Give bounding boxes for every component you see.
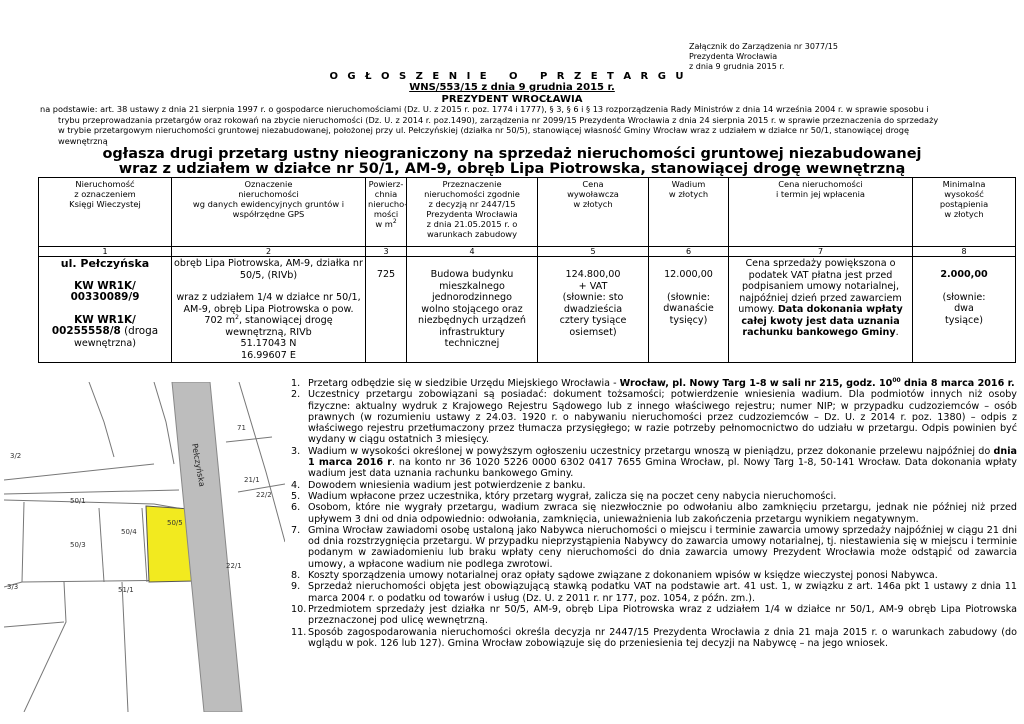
text-line-content: z oznaczeniem xyxy=(74,189,136,199)
text-line-content: nieruchomości zgodnie xyxy=(424,189,520,199)
list-item xyxy=(291,480,1017,491)
text-line xyxy=(409,219,535,229)
text-line-content: infrastruktury xyxy=(439,326,505,338)
item-number: 2. xyxy=(291,389,301,401)
text-line xyxy=(540,179,646,189)
text-line-content: Oznaczenie xyxy=(244,179,293,189)
text-line-content: mości xyxy=(373,209,399,219)
text-line xyxy=(174,179,363,189)
text-line-content: Prezydenta Wrocławia xyxy=(426,209,518,219)
attachment-line-1: Załącznik do Zarządzenia nr 3077/15 xyxy=(689,42,838,51)
plot-label: 22/1 xyxy=(226,562,242,570)
text-line xyxy=(409,281,535,293)
item-text xyxy=(308,378,1017,389)
text-line xyxy=(409,189,535,199)
text-line xyxy=(368,179,404,189)
header-min-increment xyxy=(913,178,1016,247)
item-text xyxy=(308,446,1017,480)
text-line xyxy=(368,199,408,209)
text-line xyxy=(540,199,646,209)
header-deposit xyxy=(649,178,729,247)
payment-line xyxy=(731,304,910,316)
list-item xyxy=(291,570,1017,581)
legal-basis-line-3: w trybie przetargowym nieruchomości gruntowej niezabudowanej, położonej przy ul. Pełczyńskiej (działka nr 50/5), stanowiącej własność Gminy Wrocław wraz z udziałem w działce nr 50/1, stanowiącej drogę xyxy=(58,125,910,135)
text-line xyxy=(409,179,535,189)
street-label: Pełczyńska xyxy=(190,442,207,488)
text-line-content: Cena sprzedaży powiększona o xyxy=(745,258,896,269)
list-item xyxy=(291,491,1017,502)
text-line-content: technicznej xyxy=(444,338,500,349)
price-words: osiemset) xyxy=(569,326,617,338)
col-num: 8 xyxy=(913,247,1016,257)
text-lines xyxy=(41,179,169,209)
price-words: dwadzieścia xyxy=(563,303,623,315)
text-line xyxy=(41,199,169,209)
deposit-words: tysięcy) xyxy=(669,314,708,326)
attachment-line-3: z dnia 9 grudnia 2015 r. xyxy=(689,62,785,71)
text-line-content: w m xyxy=(375,219,393,229)
issuer: PREZYDENT WROCŁAWIA xyxy=(441,94,583,105)
text-lines xyxy=(540,179,646,209)
item-text: Sposób zagospodarowania nieruchomości określa decyzja nr 2447/15 Prezydenta Wrocławia z dnia 21 maja 2015 r. o warunkach zabudowy (do wglądu w pok. 126 lub 127). Gmina Wrocław zobowiązuje się do przeniesienia tej decyzji na Nabywcę – na jego wniosek. xyxy=(308,626,1017,649)
col-num: 5 xyxy=(538,247,649,257)
text-line-content: Powierz- xyxy=(368,179,404,189)
item-text-sup: 00 xyxy=(892,376,901,384)
plot-map xyxy=(4,382,285,712)
text-line-content: Cena xyxy=(582,179,604,189)
list-item xyxy=(291,389,1017,445)
item-text: Uczestnicy przetargu zobowiązani są posiadać: dokument tożsamości; potwierdzenie wniesienia wadium. Dla podmiotów innych niż osoby fizyczne: aktualny wydruk z Krajowego Rejestru Sądowego lub z innego właściwego rejestru; numer NIP; w przypadku cudzoziemców – osób prawnych (w rozumieniu ustawy z 24.03. 1920 r. o nabywaniu nieruchomości przez cudzoziemców – Dz. U. z 2014 r. poz. 1380) – odpis z właściwego rejestru przetłumaczony przez tłumacza przysięgłego; w razie potrzeby pełnomocnictwo do udziału w przetargu. Odpis powinien być wydany w ciągu ostatnich 3 miesięcy. xyxy=(308,389,1017,446)
text-line-content: Budowa budynku xyxy=(430,269,514,280)
legal-basis xyxy=(40,104,1015,146)
plot-label: 71 xyxy=(237,424,246,432)
text-line-content: podpisaniem umowy notarialnej, xyxy=(741,281,900,292)
text-line-content: najpóźniej dzień przed zawarciem xyxy=(739,292,902,304)
item-number: 7. xyxy=(291,524,301,536)
road-area-unit-sup: 2 xyxy=(235,313,239,321)
list-item xyxy=(291,604,1017,627)
item-number: 9. xyxy=(291,581,301,593)
text-line xyxy=(41,189,169,199)
text-line xyxy=(409,327,535,339)
item-number: 3. xyxy=(291,445,301,457)
item-number: 5. xyxy=(291,490,301,502)
text-lines xyxy=(651,179,726,199)
item-number: 6. xyxy=(291,502,301,514)
road-desc: , stanowiącej drogę xyxy=(238,315,333,326)
text-line xyxy=(368,219,404,229)
text-line xyxy=(651,189,726,199)
land-register-2 xyxy=(41,326,169,338)
text-line xyxy=(409,209,535,219)
cell-area xyxy=(366,257,407,363)
text-line-content: wolno stojącego oraz xyxy=(421,303,523,315)
item-text: Gmina Wrocław zawiadomi osobę ustaloną jako Nabywca nieruchomości o miejscu i terminie zawarcia umowy sprzedaży najpóźniej w ciągu 21 dni od dnia rozstrzygnięcia przetargu. W przypadku nieprzystąpienia Nabywcy do zawarcia umowy notarialnej, tj. niestawienia się w miejscu i terminie podanym w zawiadomieniu lub braku wpłaty ceny nieruchomości do dnia zawarcia umowy Prezydent Wrocławia może odstąpić od zawarcia umowy, a wpłacone wadium nie podlega zwrotowi. xyxy=(308,524,1017,570)
plot-label: 50/4 xyxy=(121,528,137,536)
payment-bold: rachunku bankowego Gminy xyxy=(742,327,896,338)
text-line xyxy=(174,209,363,219)
text-line xyxy=(731,293,910,305)
text-line-content: Przeznaczenie xyxy=(442,179,502,189)
item-text: Przedmiotem sprzedaży jest działka nr 50/5, AM-9, obręb Lipa Piotrowska wraz z udziałem 1/4 w działce nr 50/1, AM-9 obręb Lipa Piotrowska przeznaczonej pod ulicę wewnętrzną. xyxy=(308,603,1017,627)
text-line-content: współrzędne GPS xyxy=(232,209,305,219)
header-starting-price xyxy=(538,178,649,247)
text-line xyxy=(731,316,910,328)
header-property xyxy=(39,178,172,247)
col-num: 2 xyxy=(172,247,366,257)
text-line xyxy=(731,258,910,270)
text-line xyxy=(409,199,535,209)
text-line-content: z dnia 21.05.2015 r. o xyxy=(426,219,518,229)
designation-line: obręb Lipa Piotrowska, AM-9, działka nr xyxy=(174,258,363,269)
text-lines xyxy=(731,316,910,328)
designation-line: wraz z udziałem 1/4 w działce nr 50/1, xyxy=(176,292,361,303)
text-line xyxy=(731,189,910,199)
text-line-content: i termin jej wpłacenia xyxy=(775,189,865,199)
text-line xyxy=(915,179,1013,189)
text-line xyxy=(915,209,1013,219)
text-lines xyxy=(409,269,535,350)
payment-text: . xyxy=(895,327,899,338)
cell-property xyxy=(39,257,172,363)
col-num: 7 xyxy=(729,247,913,257)
deposit-words: (słownie: xyxy=(666,291,711,303)
plot-label: 22/2 xyxy=(256,491,272,499)
text-lines xyxy=(915,179,1013,219)
plot-label: 50/1 xyxy=(70,497,86,505)
text-line-content: postąpienia xyxy=(939,199,989,209)
text-line xyxy=(915,189,1013,199)
plot-label: 50/3 xyxy=(70,541,86,549)
text-line-content: wysokość xyxy=(944,189,984,199)
text-line xyxy=(409,292,535,304)
deposit-words: dwanaście xyxy=(663,303,714,314)
land-register-2c: (droga xyxy=(120,325,159,337)
cell-purpose xyxy=(407,257,538,363)
list-item xyxy=(291,581,1017,604)
street-name: ul. Pełczyńska xyxy=(60,257,150,270)
payment-bold: Data dokonania wpłaty xyxy=(777,304,903,315)
text-line-content: Nieruchomość xyxy=(75,179,135,189)
item-number: 11. xyxy=(291,626,307,638)
item-text-part: Wadium w wysokości określonej w powyższym ogłoszeniu uczestnicy przetargu wnoszą w pieniądzu, przez dokonanie przelewu najpóźniej do xyxy=(308,445,994,457)
text-lines xyxy=(409,179,535,239)
text-lines xyxy=(174,179,363,219)
designation-line: wewnętrzną, RIVb xyxy=(225,326,312,338)
increment-value: 2.000,00 xyxy=(940,269,988,280)
text-lines xyxy=(368,179,408,229)
text-line-content: w złotych xyxy=(573,199,613,209)
payment-line xyxy=(731,327,910,339)
text-line-content: niezbędnych urządzeń xyxy=(418,315,526,326)
text-line xyxy=(409,315,535,327)
item-text: Wadium wpłacone przez uczestnika, który przetarg wygrał, zalicza się na poczet ceny nabycia nieruchomości. xyxy=(308,490,837,502)
payment-text: umowy. xyxy=(738,304,778,315)
increment-words: (słownie: xyxy=(942,291,986,303)
plot-label: 3/3 xyxy=(7,583,19,591)
item-text-bold: dnia 8 marca 2016 r. xyxy=(900,378,1015,389)
text-lines xyxy=(731,179,910,199)
text-line xyxy=(174,199,363,209)
text-line-content: Cena nieruchomości xyxy=(778,179,863,189)
plot-label: 21/1 xyxy=(244,476,260,484)
designation-line xyxy=(174,315,363,327)
land-register-2b: 00255558/8 xyxy=(51,325,121,337)
property-table xyxy=(38,177,1016,363)
text-line xyxy=(731,281,910,293)
text-line-content: Wadium xyxy=(671,179,706,189)
road-area: 702 m xyxy=(204,315,236,326)
legal-basis-line-4: wewnętrzną xyxy=(58,135,108,146)
text-line xyxy=(915,199,1013,209)
col-num: 3 xyxy=(366,247,407,257)
text-line xyxy=(368,209,404,219)
deposit-value: 12.000,00 xyxy=(664,269,713,280)
legal-basis-line-1: na podstawie: art. 38 ustawy z dnia 21 sierpnia 1997 r. o gospodarce nieruchomościami (Dz. U. z 2015 r. poz. 1774 i 1777), § 3, § 6 i § 13 rozporządzenia Rady Ministrów z dnia 14 września 2004 r. w sprawie sposobu i xyxy=(40,104,929,114)
text-line-content: Minimalna xyxy=(942,179,986,189)
col-num: 6 xyxy=(649,247,729,257)
header-payment-terms xyxy=(729,178,913,247)
item-text-part: . na konto nr 36 1020 5226 0000 6302 0417 7655 Gmina Wrocław, pl. Nowy Targ 1-8, 50-141 Wrocław. Data dokonania wpłaty wadium jest data uznania rachunku bankowego Gminy. xyxy=(308,457,1017,480)
price-value: 124.800,00 xyxy=(565,269,621,280)
text-line-content: nierucho- xyxy=(368,199,408,209)
document-title: O G Ł O S Z E N I E O P R Z E T A R G U xyxy=(329,71,687,82)
col-num: 1 xyxy=(39,247,172,257)
cell-designation xyxy=(172,257,366,363)
text-line-content: wg danych ewidencyjnych gruntów i xyxy=(192,199,345,209)
text-line-content: mieszkalnego xyxy=(439,280,505,292)
attachment-line-2: Prezydenta Wrocławia xyxy=(689,52,778,61)
text-line xyxy=(409,304,535,316)
price-words: cztery tysiące xyxy=(559,315,627,326)
text-line xyxy=(174,189,363,199)
item-text: Sprzedaż nieruchomości objęta jest obowiązującą stawką podatku VAT na podstawie art. 41 ust. 1, w związku z art. 146a pkt 1 ustawy z dnia 11 marca 2004 r. o podatku od towarów i usług (Dz. U. z 2011 r. nr 177, poz. 1054, z późn. zm.). xyxy=(308,581,1017,604)
table-header-row xyxy=(39,178,1016,247)
land-register-2a: KW WR1K/ xyxy=(74,313,136,326)
text-line xyxy=(409,229,535,239)
text-line xyxy=(409,338,535,350)
text-line xyxy=(409,269,535,281)
item-text: Dowodem wniesienia wadium jest potwierdzenie z banku. xyxy=(308,479,586,491)
item-text: Koszty sporządzenia umowy notarialnej oraz opłaty sądowe związane z dokonaniem wpisów w księdze wieczystej ponosi Nabywca. xyxy=(308,570,938,582)
land-register-2d: wewnętrzna) xyxy=(73,337,137,349)
designation-line: AM-9, obręb Lipa Piotrowska o pow. xyxy=(183,303,354,315)
increment-words: tysiące) xyxy=(945,314,983,326)
text-line-content: jednorodzinnego xyxy=(431,292,513,303)
text-line-content: podatek VAT płatna jest przed xyxy=(748,269,893,281)
document-number: WNS/553/15 z dnia 9 grudnia 2015 r. xyxy=(409,82,615,93)
list-item xyxy=(291,378,1017,389)
header-designation xyxy=(172,178,366,247)
cell-min-increment xyxy=(913,257,1016,363)
price-vat: + VAT xyxy=(578,280,608,292)
area-value: 725 xyxy=(376,269,396,280)
column-number-row xyxy=(39,247,1016,257)
item-text-part: Przetarg odbędzie się w siedzibie Urzędu Miejskiego Wrocławia - xyxy=(308,378,620,389)
text-line-content: warunkach zabudowy xyxy=(426,229,517,239)
announcement-heading-1: ogłasza drugi przetarg ustny nieograniczony na sprzedaż nieruchomości gruntowej niezabudowanej xyxy=(102,146,922,162)
text-line xyxy=(731,179,910,189)
gps-latitude: 51.17043 N xyxy=(240,338,297,349)
unit-superscript: 2 xyxy=(392,218,397,226)
cell-deposit xyxy=(649,257,729,363)
text-line-content: w złotych xyxy=(944,209,984,219)
increment-words: dwa xyxy=(954,303,974,314)
designation-line: 50/5, (RIVb) xyxy=(239,269,298,281)
attachment-note xyxy=(689,42,989,72)
item-text-bold: Wrocław, pl. Nowy Targ 1-8 w sali nr 215, godz. 10 xyxy=(619,378,893,389)
price-words: (słownie: sto xyxy=(562,292,624,303)
text-line xyxy=(41,179,169,189)
item-text: Osobom, które nie wygrały przetargu, wadium zwraca się niezwłocznie po odwołaniu albo zamknięciu przetargu, jednak nie później niż przed upływem 3 dni od dnia odpowiednio: odwołania, zamknięcia, unieważnienia lub zakończenia przetargu wynikiem negatywnym. xyxy=(308,502,1017,525)
col-num: 4 xyxy=(407,247,538,257)
text-line-content: wywoławcza xyxy=(567,189,619,199)
list-item xyxy=(291,446,1017,480)
plot-label: 3/2 xyxy=(10,452,22,460)
item-number: 4. xyxy=(291,479,301,491)
text-line-content: całej kwoty jest data uznania xyxy=(741,315,900,327)
list-item xyxy=(291,502,1017,525)
header-purpose xyxy=(407,178,538,247)
land-register-1a: KW WR1K/ xyxy=(74,279,136,292)
land-register-1b: 00330089/9 xyxy=(70,291,140,303)
item-number: 8. xyxy=(291,570,301,582)
cell-payment-terms xyxy=(729,257,913,363)
text-line xyxy=(540,189,646,199)
plot-label: 50/5 xyxy=(167,519,183,527)
gps-longitude: 16.99607 E xyxy=(241,349,296,361)
text-line xyxy=(731,270,910,282)
text-line-content: chnia xyxy=(374,189,398,199)
text-line-content: z decyzją nr 2447/15 xyxy=(428,199,516,209)
text-line-content: Księgi Wieczystej xyxy=(69,199,141,209)
announcement-heading-2: wraz z udziałem w działce nr 50/1, AM-9, obręb Lipa Piotrowska, stanowiącej drogę wewnętrzną xyxy=(118,161,906,177)
item-number: 10. xyxy=(291,603,307,615)
text-line xyxy=(651,179,726,189)
plot-label: 51/1 xyxy=(118,586,134,594)
text-line-content: w złotych xyxy=(668,189,709,199)
list-item xyxy=(291,525,1017,570)
list-item xyxy=(291,627,1017,650)
text-lines xyxy=(731,258,910,304)
conditions-list xyxy=(291,378,1017,649)
cell-starting-price xyxy=(538,257,649,363)
table-row xyxy=(39,257,1016,363)
text-line xyxy=(368,189,404,199)
item-number: 1. xyxy=(291,378,301,389)
header-area xyxy=(366,178,407,247)
item-text-bold: dnia 1 marca 2016 r xyxy=(308,445,1017,469)
text-line-content: nieruchomości xyxy=(238,189,299,199)
legal-basis-line-2: trybu przeprowadzania przetargów oraz rokowań na zbycie nieruchomości (Dz. U. z 2014 r. poz.1490), zarządzenia nr 2099/15 Prezydenta Wrocławia z dnia 24 sierpnia 2015 r. w sprawie przeznaczenia do sprzedaży xyxy=(58,114,939,125)
